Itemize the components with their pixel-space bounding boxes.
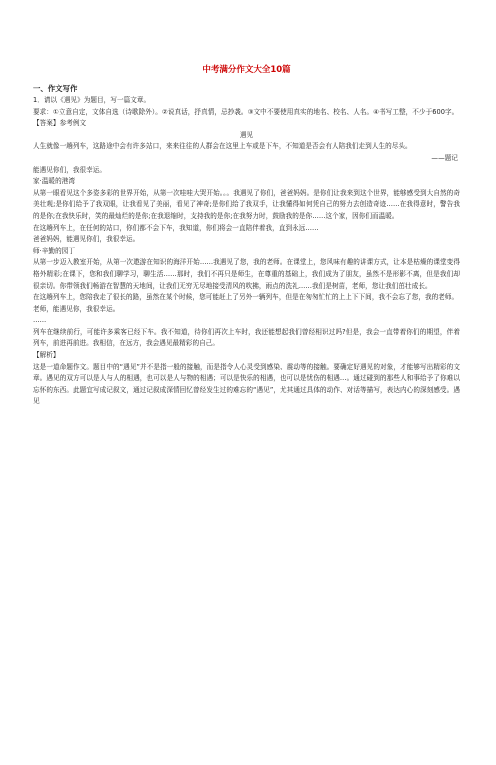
section1-paragraph: 爸爸妈妈，能遇见你们，我很幸运。	[33, 235, 140, 244]
requirement-text: 要求：①立意自定，文体自选（诗歌除外）。②说真话，抒真情，忌抄袭。③文中不要使用真实的地名、校名、人名。④书写工整，不少于600字。	[33, 107, 459, 116]
document-title: 中考满分作文大全10篇	[202, 65, 291, 75]
document-page	[0, 63, 496, 765]
section2-title: 师·辛勤的园丁	[33, 246, 76, 255]
analysis-paragraph: 这是一道命题作文。题目中的“遇见”并不是指一般的接触，而是指令人心灵受到感染、震动等的接触。要确定好遇见的对象，才能够写出精彩的文章。遇见的双方可以是人与人的相遇，也可以是人与物的相遇；可以是快乐的相遇，也可以是忧伤的相遇…。通过碰到的那些人和事给予了你难以忘怀的东西。此题宜写成记叙文，通过记叙成深情回忆曾经发生过的难忘的“遇见”，尤其通过具体的动作、对话等描写，表达内心的深刻感受。遇见	[33, 362, 460, 406]
section2-paragraph: 老师，能遇见你，我很幸运。	[33, 304, 120, 313]
essay-title: 遇见	[239, 130, 254, 139]
closing-paragraph: 列车在继续前行，可能许多乘客已经下车。我不知道，待你们再次上车时，我还能想起我们曾经相识过吗?但是，我会一直带着你们的期望，伴着列车，前进再前进。我相信，在远方，我会遇见最精彩的自己。	[33, 327, 460, 348]
section2-paragraph: 从第一步迈入教室开始，从第一次遨游在知识的海洋开始……我遇见了您，我的老师。在课堂上，您风味有趣的讲课方式，让本是枯燥的课堂变得格外精彩;在课下，您和我们聊学习，聊生活……那时，我们不再只是师生，在尊重的基础上，我们成为了朋友，虽然不是形影不离，但是我们却很亲切。你带领我们畅游在智慧的天地间，让我们无穷无尽地接受清风的吹拂，雨点的洗礼……我们是树苗，老师，您让我们茁壮成长。	[33, 258, 460, 290]
section1-title: 家·温暖的港湾	[33, 177, 76, 186]
ellipsis-divider: ……	[33, 316, 47, 325]
question-text: 1．请以《遇见》为题目，写一篇文章。	[33, 96, 151, 104]
analysis-tag: 【解析】	[33, 351, 60, 360]
section1-paragraph: 在这趟列车上，在任何的站口，你们都不会下车，我知道，你们将会一直陪伴着我，直到永远……	[33, 223, 319, 232]
section2-paragraph: 在这趟列车上，您陪我走了很长的路，虽然在某个时候，您可能赶上了另外一辆列车，但是在匆匆忙忙的上上下下间，我不会忘了您，我的老师。	[33, 293, 459, 302]
section1-paragraph: 从第一眼看见这个多姿多彩的世界开始，从第一次哇哇大哭开始。。。我遇见了你们，爸爸妈妈。是你们让我来到这个世界，能够感受到大自然的奇美壮观;是你们给予了我双眼，让我看见了美丽，看见了神奇;是你们给了我双手，让我懂得如何凭自己的努力去创造奇迹……在我得意时，警告我的是你;在我快乐时，笑的最灿烂的是你;在我退缩时，支持我的是你;在我努力时，鼓励我的是你……这个家，因你们而温暖。	[33, 188, 460, 220]
essay-intro: 人生就像一趟列车，这路途中会有许多站口，来来往往的人群会在这里上车或是下车，不知道是否会有人陪我们走到人生的尽头。	[33, 142, 412, 151]
answer-tag: 【答案】参考例文	[33, 119, 87, 128]
epigraph-continuation: 能遇见你们，我很幸运。	[33, 165, 107, 174]
section-heading: 一、作文写作	[33, 84, 78, 93]
epigraph-attribution: ——题记	[431, 153, 458, 162]
